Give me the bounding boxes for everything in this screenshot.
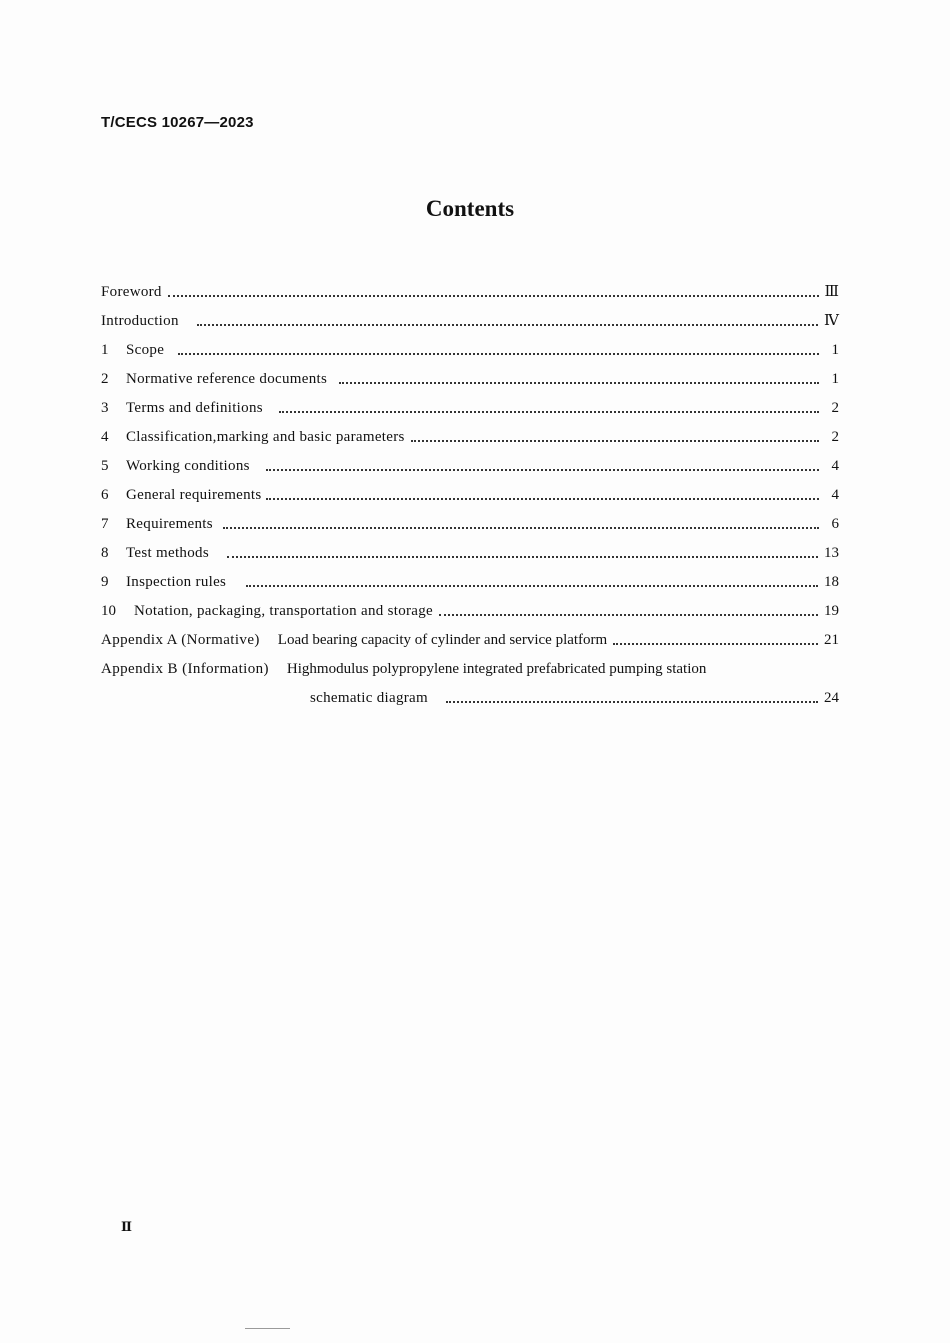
toc-leader-dots bbox=[246, 581, 818, 587]
toc-leader-dots bbox=[197, 320, 818, 326]
toc-leader-dots bbox=[411, 436, 819, 442]
toc-entry-scope[interactable] bbox=[101, 330, 839, 359]
toc-entry-label: Terms and definitions bbox=[126, 400, 263, 416]
toc-entry-label: Scope bbox=[126, 342, 165, 358]
toc-page-number: 18 bbox=[824, 574, 839, 590]
toc-entry-foreword[interactable] bbox=[101, 272, 839, 301]
toc-leader-dots bbox=[439, 610, 818, 616]
toc-entry-label: Normative reference documents bbox=[126, 371, 328, 387]
toc-entry-number: 1 bbox=[101, 342, 109, 358]
toc-entry-working-conditions[interactable] bbox=[101, 446, 839, 475]
toc-entry-label: Test methods bbox=[126, 545, 209, 561]
toc-entry-number: 3 bbox=[101, 400, 109, 416]
toc-entry-subtitle: Load bearing capacity of cylinder and service platform bbox=[277, 632, 608, 648]
page-title: Contents bbox=[425, 196, 515, 221]
toc-leader-dots bbox=[178, 349, 819, 355]
toc-leader-dots bbox=[266, 494, 819, 500]
toc-entry-notation-packaging[interactable] bbox=[101, 591, 839, 620]
toc-entry-number: 8 bbox=[101, 545, 109, 561]
table-of-contents bbox=[101, 272, 839, 707]
toc-entry-appendix-b[interactable] bbox=[101, 649, 839, 678]
toc-entry-subtitle: Highmodulus polypropylene integrated prefabricated pumping station bbox=[286, 661, 707, 677]
toc-entry-requirements[interactable] bbox=[101, 504, 839, 533]
toc-page-number: 21 bbox=[824, 632, 839, 648]
toc-page-number: 1 bbox=[831, 371, 839, 387]
toc-page-number: 1 bbox=[831, 342, 839, 358]
toc-leader-dots bbox=[446, 697, 818, 703]
scan-edge-line bbox=[245, 1328, 290, 1329]
toc-entry-label: Notation, packaging, transportation and storage bbox=[134, 603, 434, 619]
toc-entry-label: General requirements bbox=[126, 487, 262, 503]
toc-entry-terms-definitions[interactable] bbox=[101, 388, 839, 417]
toc-entry-classification[interactable] bbox=[101, 417, 839, 446]
toc-leader-dots bbox=[613, 639, 818, 645]
toc-entry-number: 7 bbox=[101, 516, 109, 532]
toc-page-number: 24 bbox=[824, 690, 839, 706]
toc-entry-normative-references[interactable] bbox=[101, 359, 839, 388]
toc-page-number: 4 bbox=[831, 487, 839, 503]
toc-entry-label: Introduction bbox=[101, 313, 179, 329]
toc-entry-label: Classification,marking and basic parameters bbox=[126, 429, 405, 445]
toc-page-number: 13 bbox=[824, 545, 839, 561]
toc-entry-label: Appendix A (Normative) bbox=[101, 632, 260, 648]
toc-entry-appendix-b-continued[interactable] bbox=[101, 678, 839, 707]
toc-page-number: Ⅲ bbox=[824, 284, 839, 300]
toc-entry-inspection-rules[interactable] bbox=[101, 562, 839, 591]
toc-page-number: 19 bbox=[824, 603, 839, 619]
document-code: T/CECS 10267—2023 bbox=[101, 114, 254, 131]
toc-entry-number: 9 bbox=[101, 574, 109, 590]
toc-entry-appendix-a[interactable] bbox=[101, 620, 839, 649]
toc-entry-label: Inspection rules bbox=[126, 574, 227, 590]
page-number: Ⅱ bbox=[121, 1219, 132, 1234]
toc-page-number: 2 bbox=[831, 429, 839, 445]
toc-entry-label: schematic diagram bbox=[310, 690, 428, 706]
toc-leader-dots bbox=[266, 465, 819, 471]
toc-page-number: Ⅳ bbox=[824, 313, 839, 329]
toc-entry-number: 6 bbox=[101, 487, 109, 503]
toc-entry-general-requirements[interactable] bbox=[101, 475, 839, 504]
toc-entry-number: 2 bbox=[101, 371, 109, 387]
toc-page-number: 4 bbox=[831, 458, 839, 474]
toc-entry-introduction[interactable] bbox=[101, 301, 839, 330]
toc-entry-number: 10 bbox=[101, 603, 116, 619]
toc-entry-label: Working conditions bbox=[126, 458, 250, 474]
toc-leader-dots bbox=[223, 523, 819, 529]
toc-entry-number: 4 bbox=[101, 429, 109, 445]
toc-page-number: 6 bbox=[831, 516, 839, 532]
toc-page-number: 2 bbox=[831, 400, 839, 416]
toc-entry-label: Requirements bbox=[126, 516, 213, 532]
toc-entry-label: Foreword bbox=[101, 284, 162, 300]
toc-entry-test-methods[interactable] bbox=[101, 533, 839, 562]
toc-leader-dots bbox=[227, 552, 818, 558]
toc-entry-number: 5 bbox=[101, 458, 109, 474]
toc-leader-dots bbox=[168, 291, 819, 297]
toc-leader-dots bbox=[339, 378, 819, 384]
toc-entry-label: Appendix B (Information) bbox=[101, 661, 269, 677]
toc-leader-dots bbox=[279, 407, 819, 413]
